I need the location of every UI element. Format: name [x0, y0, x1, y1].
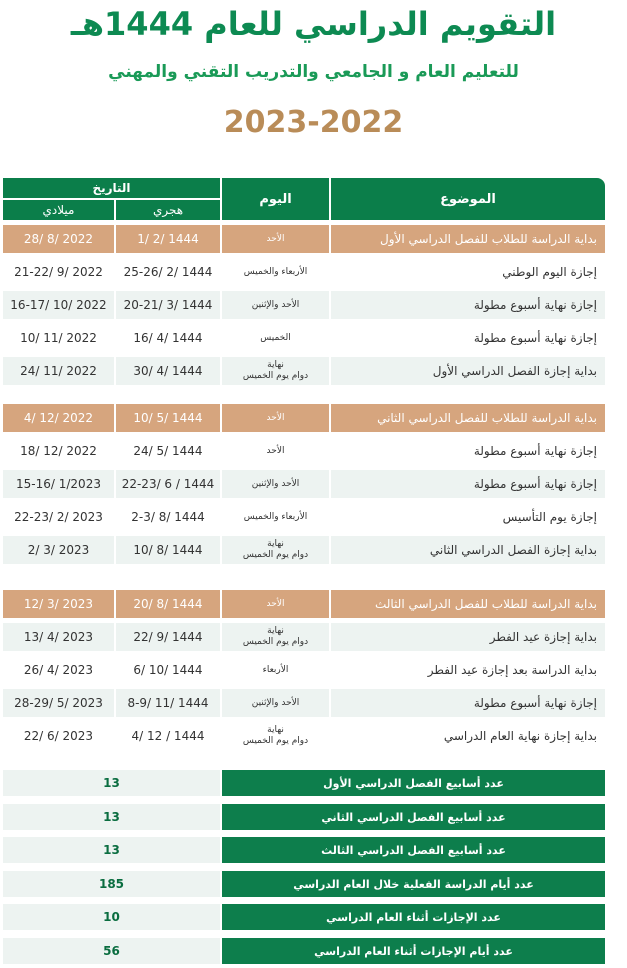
- row-hijri-date: 30/ 4/ 1444: [116, 357, 220, 385]
- row-day: [222, 722, 329, 750]
- summary-value: 10: [3, 904, 220, 930]
- row-day-line2: دوام يوم الخميس: [242, 736, 309, 746]
- row-day-line1: الأحد: [266, 445, 285, 456]
- row-hijri-date: 1/ 2/ 1444: [116, 225, 220, 253]
- row-day: [222, 536, 329, 564]
- row-day-line1: الأحد والإثنين: [251, 478, 300, 489]
- row-day-line1: الخميس: [260, 332, 291, 343]
- summary-value: 13: [3, 837, 220, 863]
- row-day: [222, 656, 329, 684]
- row-topic: إجازة نهاية أسبوع مطولة: [331, 689, 605, 717]
- row-topic: إجازة يوم التأسيس: [331, 503, 605, 531]
- row-day-line2: دوام يوم الخميس: [242, 550, 309, 560]
- row-hijri-date: 2-3/ 8/ 1444: [116, 503, 220, 531]
- row-day-line1: نهاية: [267, 539, 284, 549]
- row-day: [222, 404, 329, 432]
- row-day: [222, 470, 329, 498]
- row-day: [222, 225, 329, 253]
- header-topic: الموضوع: [331, 178, 605, 220]
- row-gregorian-date: 16-17/ 10/ 2022: [3, 291, 114, 319]
- row-gregorian-date: 13/ 4/ 2023: [3, 623, 114, 651]
- row-day-line1: الأحد والإثنين: [251, 299, 300, 310]
- row-day: [222, 357, 329, 385]
- row-hijri-date: 10/ 5/ 1444: [116, 404, 220, 432]
- row-day-line1: نهاية: [267, 360, 284, 370]
- header-gregorian: ميلادي: [3, 200, 114, 220]
- row-gregorian-date: 2/ 3/ 2023: [3, 536, 114, 564]
- row-gregorian-date: 18/ 12/ 2022: [3, 437, 114, 465]
- row-hijri-date: 16/ 4/ 1444: [116, 324, 220, 352]
- summary-label: عدد أسابيع الفصل الدراسي الثاني: [222, 804, 605, 830]
- row-hijri-date: 22-23/ 6 / 1444: [116, 470, 220, 498]
- row-day: [222, 503, 329, 531]
- row-gregorian-date: 4/ 12/ 2022: [3, 404, 114, 432]
- row-topic: بداية إجازة الفصل الدراسي الأول: [331, 357, 605, 385]
- row-gregorian-date: 22-23/ 2/ 2023: [3, 503, 114, 531]
- summary-label: عدد أسابيع الفصل الدراسي الأول: [222, 770, 605, 796]
- row-day: [222, 590, 329, 618]
- row-topic: بداية إجازة نهاية العام الدراسي: [331, 722, 605, 750]
- row-day-line2: دوام يوم الخميس: [242, 637, 309, 647]
- row-topic: بداية الدراسة بعد إجازة عيد الفطر: [331, 656, 605, 684]
- row-topic: إجازة نهاية أسبوع مطولة: [331, 470, 605, 498]
- row-day-line1: الأربعاء: [262, 664, 289, 675]
- row-gregorian-date: 21-22/ 9/ 2022: [3, 258, 114, 286]
- row-gregorian-date: 28/ 8/ 2022: [3, 225, 114, 253]
- row-topic: بداية إجازة عيد الفطر: [331, 623, 605, 651]
- summary-value: 13: [3, 804, 220, 830]
- header-day: اليوم: [222, 178, 329, 220]
- row-hijri-date: 24/ 5/ 1444: [116, 437, 220, 465]
- page-subtitle: للتعليم العام و الجامعي والتدريب التقني والمهني: [108, 62, 519, 82]
- row-topic: إجازة نهاية أسبوع مطولة: [331, 291, 605, 319]
- row-gregorian-date: 28-29/ 5/ 2023: [3, 689, 114, 717]
- row-day: [222, 437, 329, 465]
- summary-value: 56: [3, 938, 220, 964]
- row-topic: بداية إجازة الفصل الدراسي الثاني: [331, 536, 605, 564]
- summary-label: عدد أيام الإجازات أثناء العام الدراسي: [222, 938, 605, 964]
- row-topic: بداية الدراسة للطلاب للفصل الدراسي الأول: [331, 225, 605, 253]
- row-day-line2: دوام يوم الخميس: [242, 371, 309, 381]
- row-day: [222, 324, 329, 352]
- summary-label: عدد الإجازات أثناء العام الدراسي: [222, 904, 605, 930]
- row-gregorian-date: 24/ 11/ 2022: [3, 357, 114, 385]
- academic-year: 2023-2022: [223, 105, 404, 140]
- row-hijri-date: 20-21/ 3/ 1444: [116, 291, 220, 319]
- page-title: التقويم الدراسي للعام 1444هـ: [70, 5, 557, 43]
- row-day-line1: الأحد والإثنين: [251, 697, 300, 708]
- row-topic: بداية الدراسة للطلاب للفصل الدراسي الثالث: [331, 590, 605, 618]
- row-hijri-date: 4/ 12 / 1444: [116, 722, 220, 750]
- row-day-line1: الأربعاء والخميس: [243, 266, 308, 277]
- row-gregorian-date: 12/ 3/ 2023: [3, 590, 114, 618]
- row-hijri-date: 20/ 8/ 1444: [116, 590, 220, 618]
- row-day-line1: الأحد: [266, 233, 285, 244]
- row-day-line1: الأحد: [266, 412, 285, 423]
- row-day: [222, 689, 329, 717]
- row-day-line1: نهاية: [267, 725, 284, 735]
- row-gregorian-date: 26/ 4/ 2023: [3, 656, 114, 684]
- header-hijri: هجري: [116, 200, 220, 220]
- summary-value: 185: [3, 871, 220, 897]
- row-day-line1: الأحد: [266, 598, 285, 609]
- header-date: التاريخ: [3, 178, 220, 198]
- row-day: [222, 623, 329, 651]
- row-hijri-date: 10/ 8/ 1444: [116, 536, 220, 564]
- row-topic: بداية الدراسة للطلاب للفصل الدراسي الثاني: [331, 404, 605, 432]
- row-gregorian-date: 10/ 11/ 2022: [3, 324, 114, 352]
- row-topic: إجازة نهاية أسبوع مطولة: [331, 437, 605, 465]
- row-hijri-date: 22/ 9/ 1444: [116, 623, 220, 651]
- row-hijri-date: 8-9/ 11/ 1444: [116, 689, 220, 717]
- row-topic: إجازة نهاية أسبوع مطولة: [331, 324, 605, 352]
- row-day-line1: الأربعاء والخميس: [243, 511, 308, 522]
- row-hijri-date: 25-26/ 2/ 1444: [116, 258, 220, 286]
- row-gregorian-date: 15-16/ 1/2023: [3, 470, 114, 498]
- row-day: [222, 291, 329, 319]
- row-gregorian-date: 22/ 6/ 2023: [3, 722, 114, 750]
- summary-label: عدد أيام الدراسة الفعلية خلال العام الدراسي: [222, 871, 605, 897]
- row-topic: إجازة اليوم الوطني: [331, 258, 605, 286]
- row-day: [222, 258, 329, 286]
- summary-label: عدد أسابيع الفصل الدراسي الثالث: [222, 837, 605, 863]
- row-hijri-date: 6/ 10/ 1444: [116, 656, 220, 684]
- summary-value: 13: [3, 770, 220, 796]
- row-day-line1: نهاية: [267, 626, 284, 636]
